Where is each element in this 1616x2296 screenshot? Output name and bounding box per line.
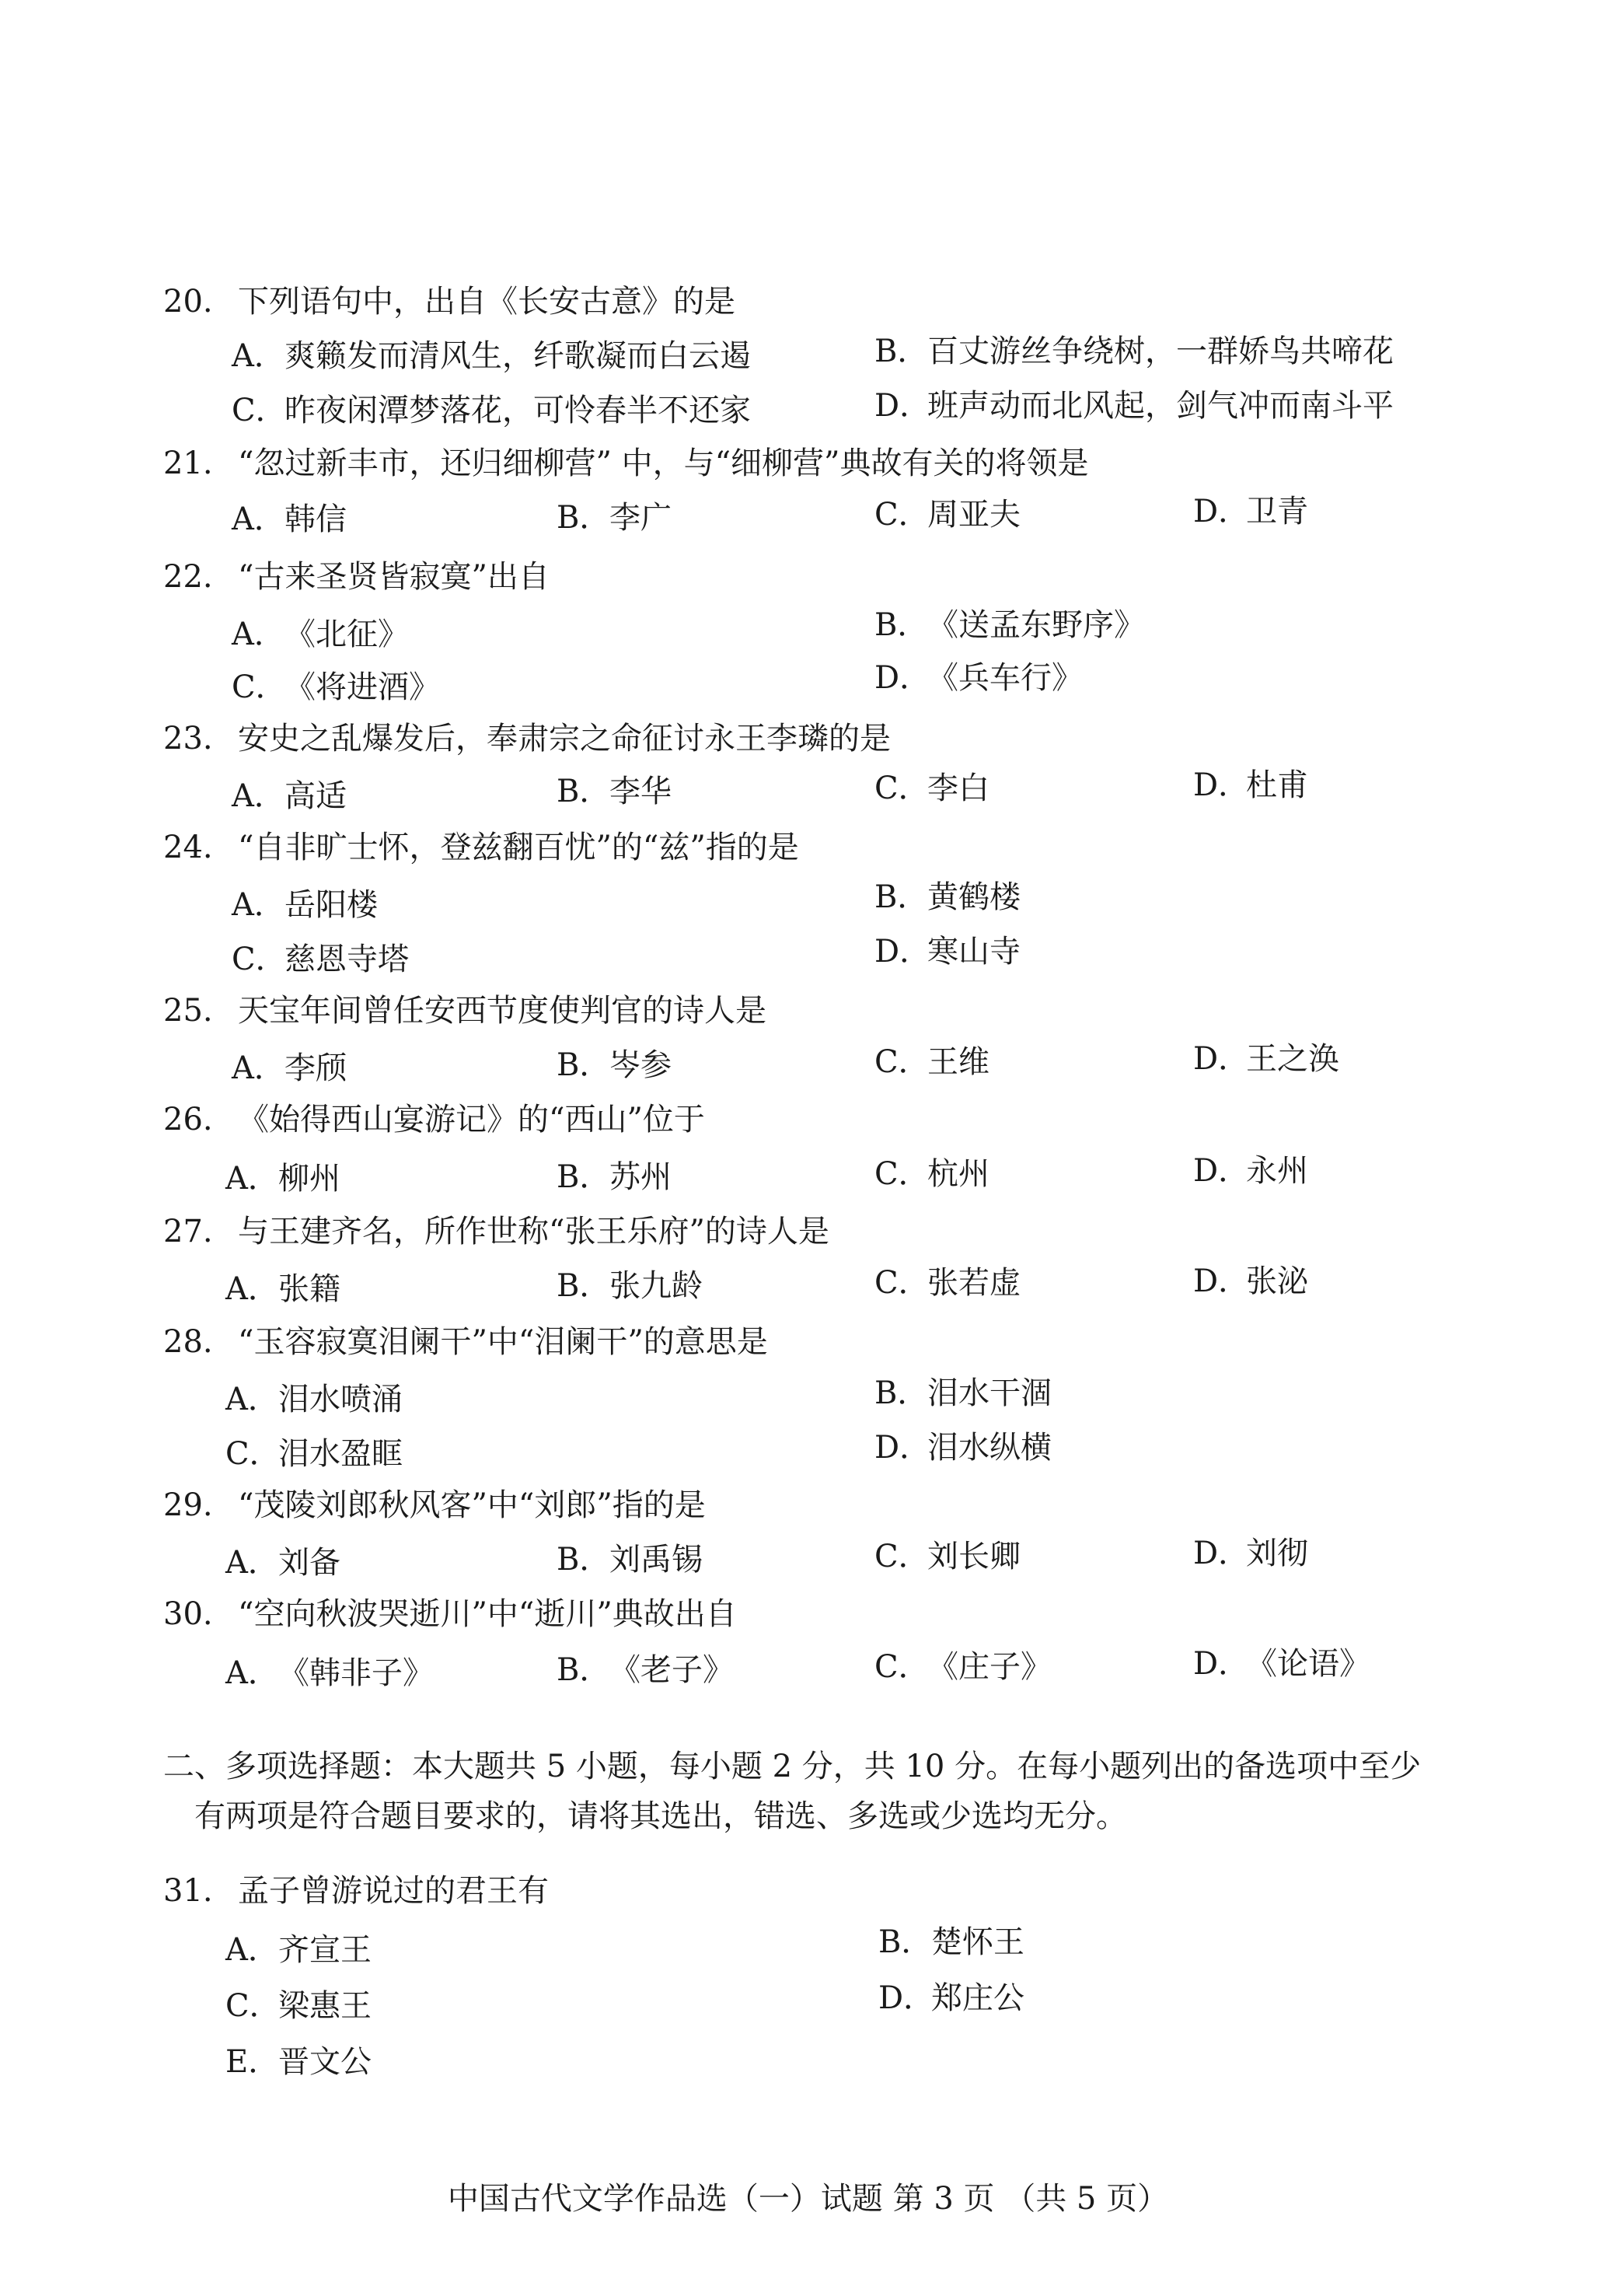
option-a: A．李颀: [232, 1050, 347, 1086]
question-25: 25. 天宝年间曾任安西节度使判官的诗人是: [163, 993, 766, 1029]
question-stem: “空向秋波哭逝川”中“逝川”典故出自: [238, 1596, 737, 1632]
option-a: A．刘备: [225, 1545, 340, 1581]
question-21: 21. “忽过新丰市，还归细柳营” 中，与“细柳营”典故有关的将领是: [163, 446, 1089, 481]
question-stem: 与王建齐名，所作世称“张王乐府”的诗人是: [238, 1214, 829, 1249]
option-a: A．柳州: [225, 1161, 340, 1197]
option-a: A．韩信: [232, 501, 347, 537]
option-b: B．岑参: [557, 1047, 672, 1083]
option-d: D．郑庄公: [878, 1980, 1024, 2016]
option-d: D．《兵车行》: [874, 660, 1083, 696]
question-23: 23. 安史之乱爆发后，奉肃宗之命征讨永王李璘的是: [163, 721, 891, 757]
option-d: D．王之涣: [1193, 1041, 1339, 1077]
section-2-instructions: [163, 1742, 1454, 1841]
question-stem: “自非旷士怀，登兹翻百忧”的“兹”指的是: [238, 830, 799, 865]
section-2-line-2: 有两项是符合题目要求的，请将其选出，错选、多选或少选均无分。: [194, 1798, 1127, 1834]
option-b: B．泪水干涸: [874, 1375, 1052, 1411]
option-b: B．《送孟东野序》: [874, 607, 1145, 643]
question-20: [163, 280, 1485, 323]
option-d: D．《论语》: [1193, 1646, 1370, 1682]
question-30: 30. “空向秋波哭逝川”中“逝川”典故出自: [163, 1596, 737, 1632]
option-c: C．泪水盈眶: [225, 1436, 403, 1472]
option-a: A．齐宣王: [225, 1932, 372, 1968]
option-c: C．王维: [874, 1044, 989, 1080]
option-d: D．卫青: [1193, 494, 1308, 529]
option-b: B．李华: [557, 774, 672, 809]
question-number: 20.: [163, 284, 213, 320]
question-22: 22. “古来圣贤皆寂寞”出自: [163, 559, 550, 595]
option-b: B．黄鹤楼: [874, 879, 1021, 915]
option-c: C．杭州: [874, 1156, 989, 1192]
option-d: D．班声动而北风起，剑气冲而南斗平: [874, 388, 1394, 424]
option-a: A．泪水喷涌: [225, 1382, 403, 1417]
option-b: B．刘禹锡: [557, 1542, 703, 1578]
option-a: A．《韩非子》: [225, 1655, 434, 1691]
question-24: 24. “自非旷士怀，登兹翻百忧”的“兹”指的是: [163, 830, 799, 865]
option-c: C．《庄子》: [874, 1649, 1052, 1685]
page-footer: 中国古代文学作品选（一）试题 第 3 页 （共 5 页）: [447, 2181, 1169, 2217]
option-b: B．百丈游丝争绕树，一群娇鸟共啼花: [874, 334, 1394, 369]
option-e: E．晋文公: [225, 2044, 372, 2080]
option-a: A．爽籁发而清风生，纤歌凝而白云遏: [232, 338, 751, 374]
option-c: C．梁惠王: [225, 1988, 372, 2024]
question-29: 29. “茂陵刘郎秋风客”中“刘郎”指的是: [163, 1487, 706, 1523]
question-stem: “玉容寂寞泪阑干”中“泪阑干”的意思是: [238, 1324, 768, 1360]
question-31: 31. 孟子曾游说过的君王有: [163, 1873, 549, 1909]
option-d: D．永州: [1193, 1153, 1308, 1189]
option-d: D．寒山寺: [874, 934, 1021, 970]
option-c: C．刘长卿: [874, 1539, 1021, 1574]
question-stem: 《始得西山宴游记》的“西山”位于: [238, 1102, 705, 1138]
option-a: A．高适: [232, 778, 347, 814]
question-stem: 下列语句中，出自《长安古意》的是: [238, 284, 735, 320]
question-28: 28. “玉容寂寞泪阑干”中“泪阑干”的意思是: [163, 1324, 768, 1360]
section-2-line-1: 二、多项选择题：本大题共 5 小题，每小题 2 分，共 10 分。在每小题列出的备选项中至少: [163, 1749, 1422, 1784]
option-a: A．张籍: [225, 1271, 340, 1307]
option-a: A．《北征》: [232, 617, 409, 652]
option-c: C．张若虚: [874, 1265, 1021, 1301]
question-stem: 天宝年间曾任安西节度使判官的诗人是: [238, 993, 766, 1029]
option-d: D．张泌: [1193, 1263, 1308, 1299]
option-c: C．李白: [874, 771, 989, 806]
question-27: 27. 与王建齐名，所作世称“张王乐府”的诗人是: [163, 1214, 829, 1249]
option-c: C．周亚夫: [874, 497, 1021, 533]
option-b: B．李广: [557, 500, 672, 536]
question-stem: 孟子曾游说过的君王有: [238, 1873, 549, 1909]
option-c: C．慈恩寺塔: [232, 942, 409, 977]
option-b: B．苏州: [557, 1159, 672, 1195]
option-b: B．楚怀王: [878, 1924, 1024, 1960]
option-c: C．《将进酒》: [232, 669, 440, 705]
option-c: C．昨夜闲潭梦落花，可怜春半不还家: [232, 393, 751, 428]
option-b: B．《老子》: [557, 1652, 734, 1688]
option-a: A．岳阳楼: [232, 887, 378, 923]
option-d: D．刘彻: [1193, 1536, 1308, 1571]
option-d: D．泪水纵横: [874, 1430, 1052, 1466]
question-stem: “茂陵刘郎秋风客”中“刘郎”指的是: [238, 1487, 706, 1523]
option-b: B．张九龄: [557, 1268, 703, 1304]
option-d: D．杜甫: [1193, 767, 1308, 803]
question-stem: “忽过新丰市，还归细柳营” 中，与“细柳营”典故有关的将领是: [238, 446, 1089, 481]
question-26: 26. 《始得西山宴游记》的“西山”位于: [163, 1102, 705, 1138]
question-stem: “古来圣贤皆寂寞”出自: [238, 559, 550, 595]
question-stem: 安史之乱爆发后，奉肃宗之命征讨永王李璘的是: [238, 721, 891, 757]
